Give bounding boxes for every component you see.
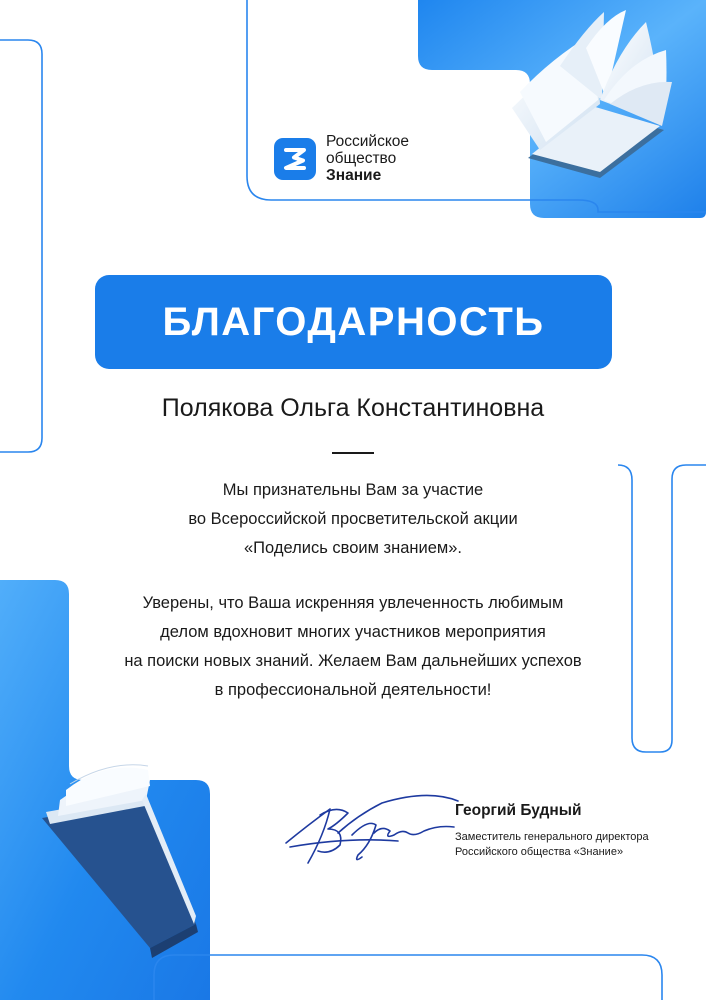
logo-line-1: Российское	[326, 133, 410, 150]
certificate-title: БЛАГОДАРНОСТЬ	[162, 299, 545, 344]
znanie-logo	[274, 133, 409, 184]
divider	[332, 452, 374, 454]
paragraph-1-line: Мы признательны Вам за участие	[222, 481, 484, 499]
paragraph-2-line: в профессиональной деятельности!	[214, 681, 492, 699]
signer-title-line-1: Заместитель генерального директора	[455, 831, 649, 843]
logo-text	[326, 133, 409, 184]
paragraph-1	[0, 476, 706, 563]
paragraph-2-line: Уверены, что Ваша искренняя увлеченность любимым	[142, 594, 564, 612]
signer-title-line-2: Российского общества «Знание»	[455, 846, 624, 858]
title-banner	[95, 275, 612, 369]
left-frame-outline	[0, 40, 42, 452]
bottom-frame-outline	[154, 955, 662, 1000]
paragraph-2	[0, 589, 706, 705]
paragraph-1-line: во Всероссийской просветительской акции	[188, 510, 518, 528]
signature	[278, 785, 468, 875]
signer-name: Георгий Будный	[455, 802, 582, 819]
paragraph-2-line: на поиски новых знаний. Желаем Вам дальнейших успехов	[124, 652, 582, 670]
znanie-logo-icon	[274, 138, 316, 180]
logo-line-3: Знание	[326, 167, 382, 184]
paragraph-1-line: «Поделись своим знанием».	[244, 539, 462, 557]
signer-title	[455, 830, 649, 860]
paragraph-2-line: делом вдохновит многих участников мероприятия	[160, 623, 546, 641]
recipient-name: Полякова Ольга Константиновна	[161, 394, 545, 422]
logo-line-2: общество	[326, 150, 397, 167]
